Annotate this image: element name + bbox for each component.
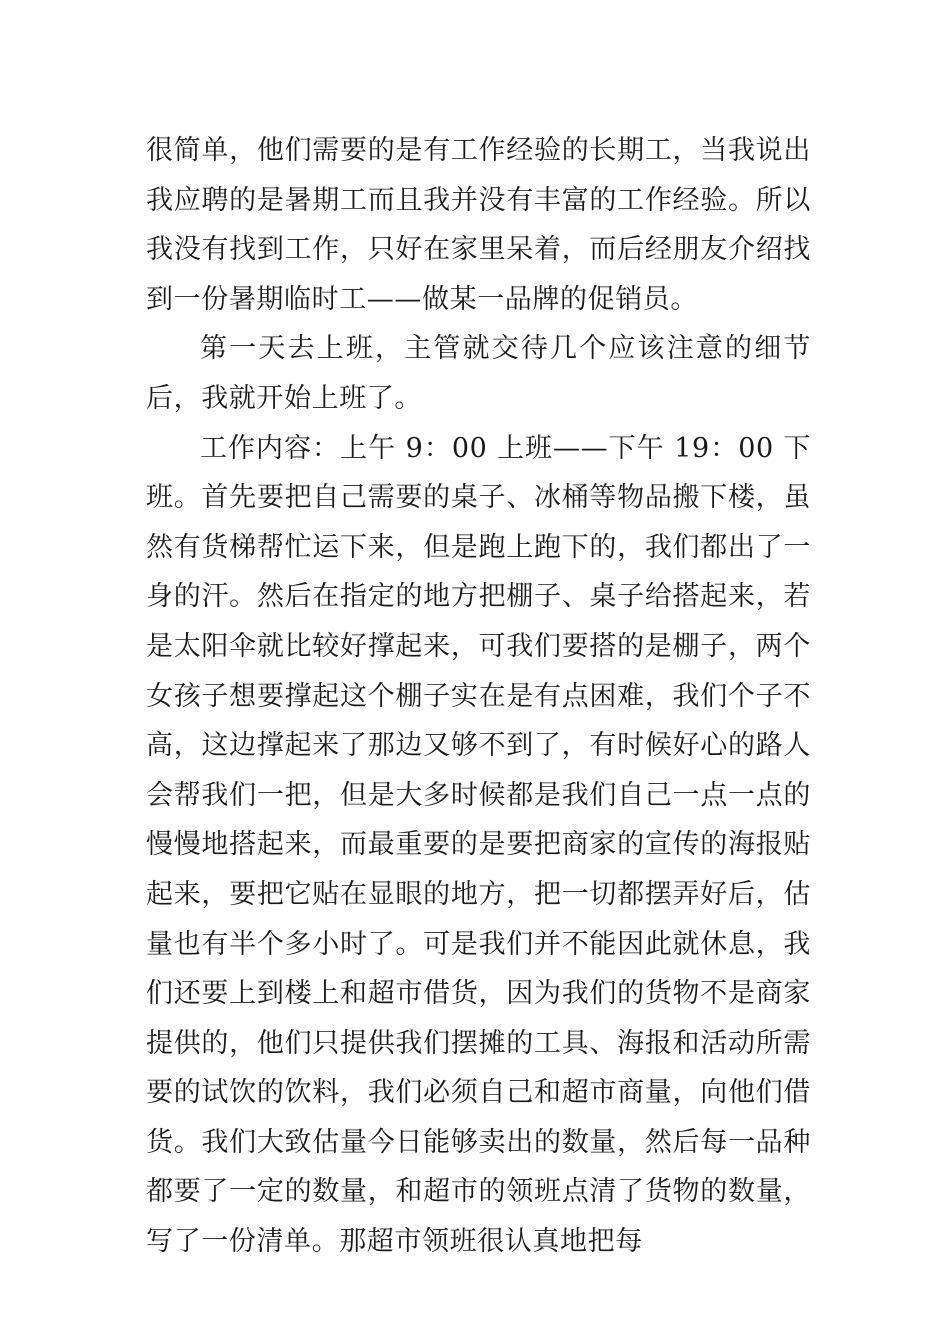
paragraph-1 bbox=[146, 126, 811, 324]
paragraph-2 bbox=[146, 324, 811, 423]
text-line: 很简单，他们需要的是有工作经验的长期工，当我说出我 bbox=[146, 135, 811, 216]
text-line: 先要把自己需要的桌子、冰桶等物品搬下楼，虽然有货梯 bbox=[146, 482, 811, 563]
text-line: 第一天去上班，主管就交待几个应该注意的细节后， bbox=[146, 333, 811, 414]
text-line: 了货物的数量，写了一份清单。那超市领班很认真地把每 bbox=[146, 1176, 812, 1258]
text-line: 大多时候都是我们自己一点一点的慢慢地搭起来，而最重 bbox=[146, 779, 811, 861]
text-line: 暑期临时工——做某一品牌的促销员。 bbox=[228, 283, 699, 315]
text-line: 后在指定的地方把棚子、桌子给搭起来，若是太阳伞就比 bbox=[146, 581, 812, 662]
text-line: 地方，把一切都摆弄好后，估量也有半个多小时了。可是 bbox=[146, 878, 811, 960]
text-line: 帮忙运下来，但是跑上跑下的，我们都出了一身的汗。然 bbox=[146, 531, 812, 613]
text-line: 要的是要把商家的宣传的海报贴起来，要把它贴在显眼的 bbox=[146, 829, 812, 910]
text-line: 量，然后每一品种都要了一定的数量，和超市的领班点清 bbox=[146, 1126, 811, 1208]
document-body bbox=[146, 126, 811, 1267]
text-line: 工作内容：上午 9：00 上班——下午 19：00 下班。首 bbox=[146, 432, 811, 514]
text-line: 那边又够不到了，有时候好心的路人会帮我们一把，但是 bbox=[146, 730, 811, 811]
text-line: 工具、海报和活动所需要的试饮的饮料，我们必须自己和 bbox=[146, 1027, 811, 1109]
text-line: 有找到工作，只好在家里呆着，而后经朋友介绍找到一份 bbox=[146, 234, 812, 315]
text-line: 因为我们的货物不是商家提供的，他们只提供我们摆摊的 bbox=[146, 978, 811, 1059]
paragraph-3 bbox=[146, 424, 811, 1267]
text-line: 超市商量，向他们借货。我们大致估量今日能够卖出的数 bbox=[146, 1077, 812, 1158]
text-line: 较好撑起来，可我们要搭的是棚子，两个女孩子想要撑起 bbox=[146, 630, 811, 712]
text-line: 我就开始上班了。 bbox=[201, 382, 423, 414]
text-line: 这个棚子实在是有点困难，我们个子不高，这边撑起来了 bbox=[146, 680, 812, 762]
text-line: 应聘的是暑期工而且我并没有丰富的工作经验。所以我没 bbox=[146, 184, 811, 266]
text-line: 我们并不能因此就休息，我们还要上到楼上和超市借货， bbox=[146, 928, 812, 1010]
